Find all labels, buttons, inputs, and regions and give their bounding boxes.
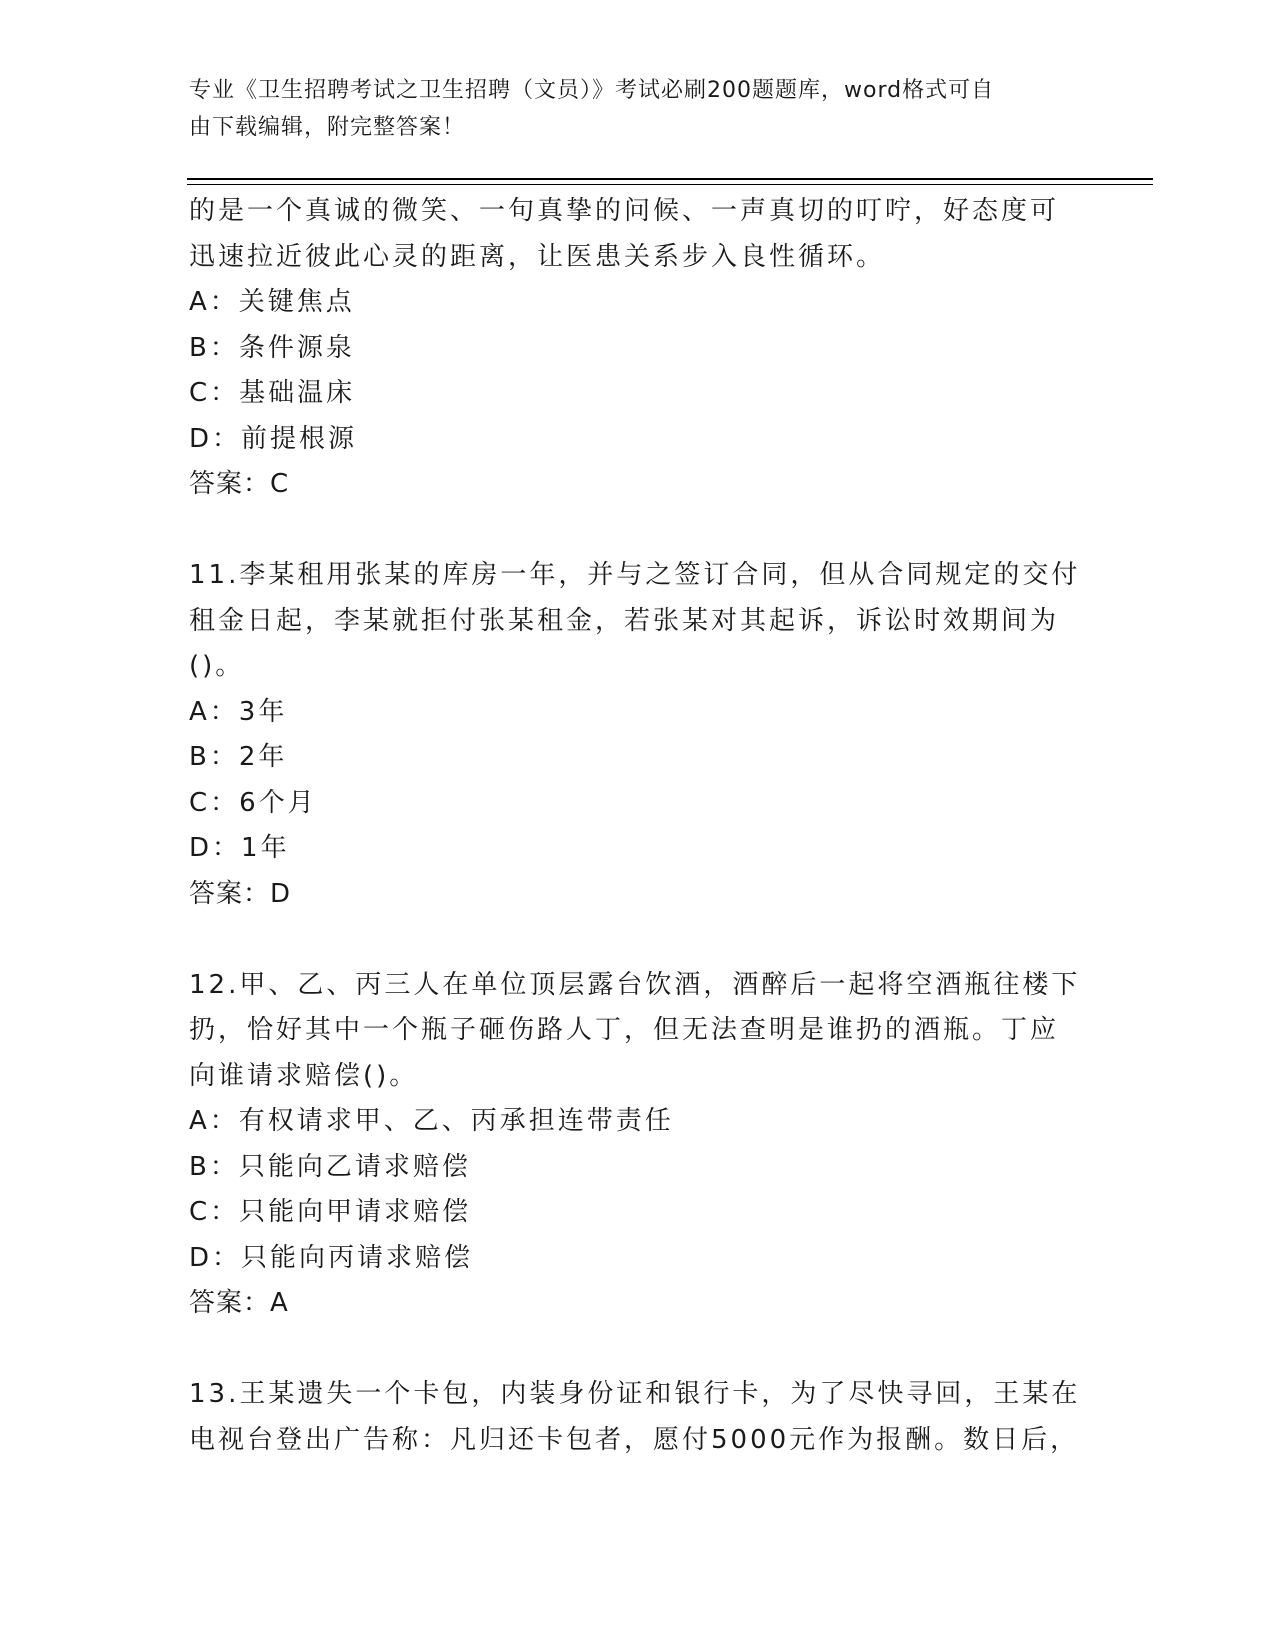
option-c: C：只能向甲请求赔偿 — [189, 1197, 472, 1227]
option-b: B：条件源泉 — [189, 332, 355, 363]
question-stem-line: 迅速拉近彼此心灵的距离，让医患关系步入良性循环。 — [189, 241, 886, 272]
header-line: 专业《卫生招聘考试之卫生招聘（文员）》考试必刷200题题库，word格式可自 — [189, 78, 995, 103]
header-divider-thin — [187, 184, 1153, 185]
question-13 — [189, 1372, 1089, 1463]
option-b: B：2年 — [189, 742, 288, 772]
option-a: A：有权请求甲、乙、丙承担连带责任 — [189, 1106, 674, 1136]
answer-line: 答案：D — [189, 878, 292, 909]
header-line: 由下载编辑，附完整答案！ — [189, 115, 466, 140]
spacer — [189, 917, 1089, 963]
option-d: D：前提根源 — [189, 423, 358, 454]
document-header — [189, 72, 1069, 146]
question-stem-line: 12.甲、乙、丙三人在单位顶层露台饮酒，酒醉后一起将空酒瓶往楼下 — [189, 969, 1081, 1000]
spacer — [189, 508, 1089, 554]
question-stem-line: ()。 — [189, 651, 245, 681]
option-c: C：6个月 — [189, 787, 317, 818]
answer-line: 答案：A — [189, 1288, 289, 1318]
option-b: B：只能向乙请求赔偿 — [189, 1151, 471, 1182]
question-stem-line: 的是一个真诚的微笑、一句真挚的问候、一声真切的叮咛，好态度可 — [189, 196, 1060, 226]
question-stem-line: 电视台登出广告称：凡归还卡包者，愿付5000元作为报酬。数日后， — [189, 1424, 1080, 1455]
question-10 — [189, 189, 1089, 508]
question-12 — [189, 963, 1089, 1327]
question-11 — [189, 553, 1089, 917]
option-d: D：1年 — [189, 833, 290, 863]
question-stem-line: 11.李某租用张某的库房一年，并与之签订合同，但从合同规定的交付 — [189, 560, 1081, 590]
option-a: A：关键焦点 — [189, 287, 355, 317]
header-divider-thick — [187, 178, 1153, 180]
question-stem-line: 向谁请求赔偿()。 — [189, 1060, 419, 1091]
question-stem-line: 扔，恰好其中一个瓶子砸伤路人丁，但无法查明是谁扔的酒瓶。丁应 — [189, 1015, 1060, 1045]
option-c: C：基础温床 — [189, 378, 356, 408]
answer-line: 答案：C — [189, 469, 290, 499]
document-body — [189, 189, 1089, 1463]
question-stem-line: 13.王某遗失一个卡包，内装身份证和银行卡，为了尽快寻回，王某在 — [189, 1379, 1081, 1409]
question-stem-line: 租金日起，李某就拒付张某租金，若张某对其起诉，诉讼时效期间为 — [189, 605, 1060, 636]
spacer — [189, 1327, 1089, 1373]
option-a: A：3年 — [189, 696, 288, 727]
option-d: D：只能向丙请求赔偿 — [189, 1242, 474, 1273]
